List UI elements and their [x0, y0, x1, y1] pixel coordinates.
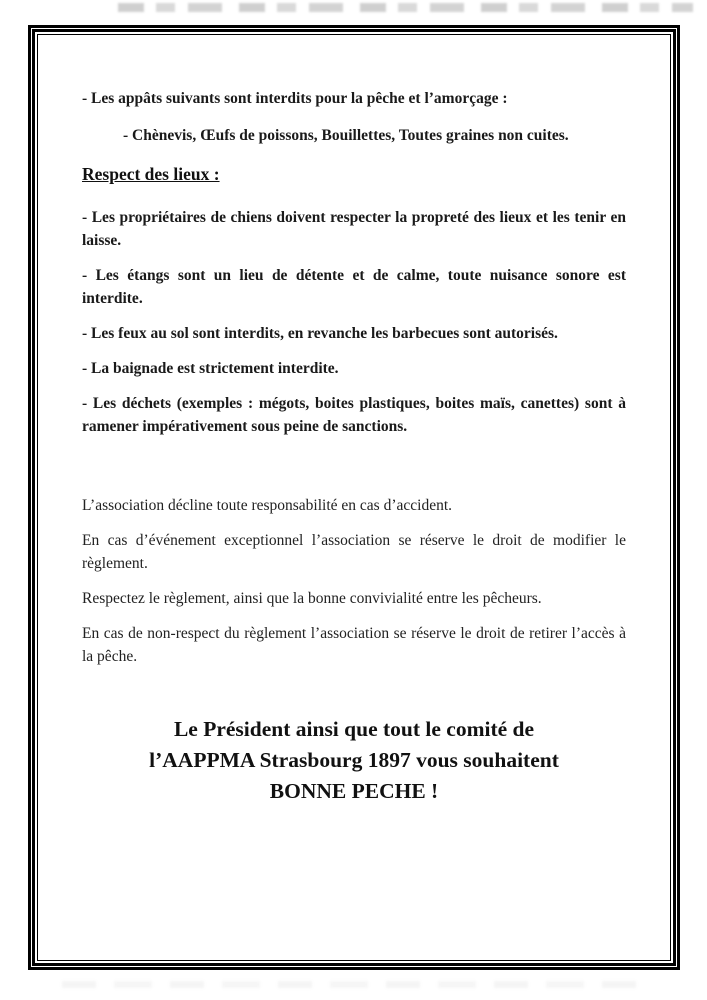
rule-swimming-paragraph: - La baignade est strictement interdite. — [82, 360, 339, 377]
rule-dogs-paragraph: - Les propriétaires de chiens doivent respecter la propreté des lieux et les tenir en laisse. — [82, 209, 626, 249]
page-content — [38, 35, 670, 960]
disclaimer-revocation: En cas de non-respect du règlement l’association se réserve le droit de retirer l’accès à la pêche. — [82, 625, 626, 665]
section-heading: Respect des lieux : — [82, 164, 220, 184]
page-border-middle-line — [32, 29, 676, 966]
cropped-text-remnant-top — [118, 3, 693, 12]
closing-line-2: l’AAPPMA Strasbourg 1897 vous souhaitent — [149, 748, 559, 772]
rule-litter-paragraph: - Les déchets (exemples : mégots, boites plastiques, boites maïs, canettes) sont à ramener impérativement sous peine de sanctions. — [82, 395, 626, 435]
bait-list-paragraph: - Chènevis, Œufs de poissons, Bouillettes, Toutes graines non cuites. — [123, 127, 569, 144]
rule-noise-paragraph: - Les étangs sont un lieu de détente et de calme, toute nuisance sonore est interdite. — [82, 267, 626, 307]
disclaimer-liability: L’association décline toute responsabilité en cas d’accident. — [82, 497, 453, 514]
disclaimer-conviviality: Respectez le règlement, ainsi que la bonne convivialité entre les pêcheurs. — [82, 590, 542, 607]
closing-line-3: BONNE PECHE ! — [269, 779, 439, 803]
bait-intro-paragraph: - Les appâts suivants sont interdits pour la pêche et l’amorçage : — [82, 90, 508, 107]
rule-fires-paragraph: - Les feux au sol sont interdits, en revanche les barbecues sont autorisés. — [82, 325, 558, 342]
cropped-text-remnant-bottom — [62, 981, 642, 988]
page-border-inner-line — [37, 34, 671, 961]
page-border-frame — [28, 25, 680, 970]
closing-line-1: Le Président ainsi que tout le comité de — [173, 717, 535, 741]
disclaimer-section — [82, 494, 626, 668]
disclaimer-modification: En cas d’événement exceptionnel l’association se réserve le droit de modifier le règlement. — [82, 532, 626, 572]
closing-message — [82, 714, 626, 807]
